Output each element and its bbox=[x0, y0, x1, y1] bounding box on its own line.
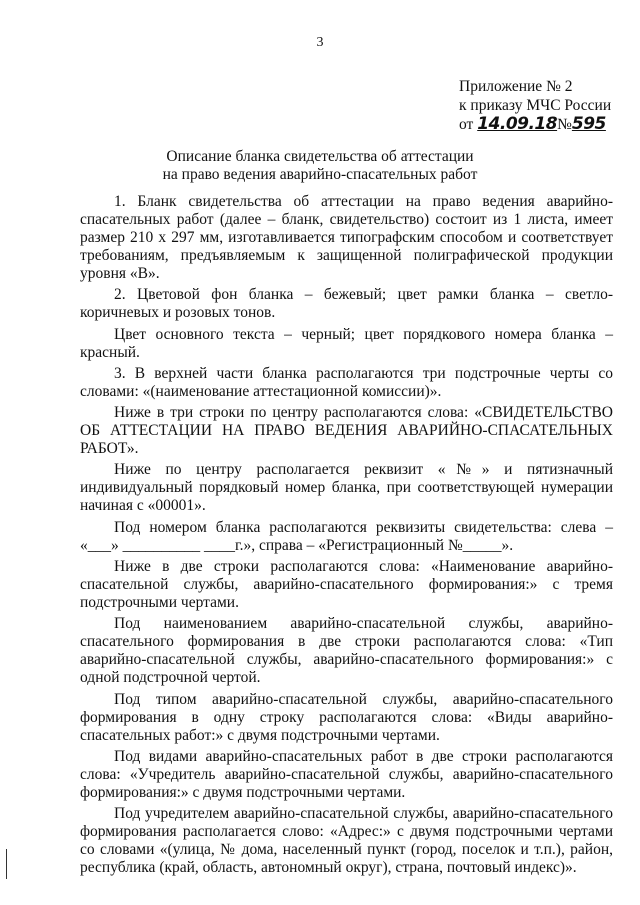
paragraph: 2. Цветовой фон бланка – бежевый; цвет рамки бланка – светло-коричневых и розовых тонов. bbox=[80, 286, 613, 322]
handwritten-date: 14.09.18 bbox=[477, 114, 558, 134]
appendix-title: Приложение № 2 bbox=[459, 78, 573, 95]
paragraph: Под видами аварийно-спасательных работ в две строки располагаются слова: «Учредитель аварийно-спасательной службы, аварийно-спасательного формирования:» с двумя подстрочными чертами. bbox=[80, 747, 613, 801]
appendix-date-line bbox=[459, 115, 629, 134]
paragraph: Ниже в три строки по центру располагаются слова: «СВИДЕТЕЛЬСТВО ОБ АТТЕСТАЦИИ НА ПРАВО ВЕДЕНИЯ АВАРИЙНО-СПАСАТЕЛЬНЫХ РАБОТ». bbox=[80, 404, 613, 458]
paragraph: Под типом аварийно-спасательной службы, аварийно-спасательного формирования в одну строку располагаются слова: «Виды аварийно-спасательных работ:» с двумя подстрочными чертами. bbox=[80, 690, 613, 744]
scan-margin-mark bbox=[6, 849, 7, 879]
paragraph: Под номером бланка располагаются реквизиты свидетельства: слева – «___» __________ ____г.», справа – «Регистрационный №_____». bbox=[80, 518, 613, 554]
paragraph: Под наименованием аварийно-спасательной службы, аварийно-спасательного формирования в две строки располагаются слова: «Тип аварийно-спасательной службы, аварийно-спасательного формирования:» с одной подстрочной чертой. bbox=[80, 615, 613, 687]
from-prefix: от bbox=[459, 116, 474, 133]
paragraph: Ниже по центру располагается реквизит «№» и пятизначный индивидуальный порядковый номер бланка, при соответствующей нумерации начиная с «00001». bbox=[80, 461, 613, 515]
paragraph: 1. Бланк свидетельства об аттестации на право ведения аварийно-спасательных работ (далее – бланк, свидетельство) состоит из 1 листа, имеет размер 210 х 297 мм, изготавливается типографским способом и соответствует требованиям, предъявляемым к защищенной полиграфической продукции уровня «В». bbox=[80, 193, 613, 282]
title-line-1: Описание бланка свидетельства об аттестации bbox=[166, 148, 474, 165]
document-title bbox=[0, 148, 640, 184]
paragraph: Ниже в две строки располагаются слова: «Наименование аварийно-спасательной службы, аварийно-спасательного формирования:» с тремя подстрочными чертами. bbox=[80, 558, 613, 612]
paragraph: Под учредителем аварийно-спасательной службы, аварийно-спасательного формирования располагается слово: «Адрес:» с двумя подстрочными чертами со словами «(улица, № дома, населенный пункт (город, поселок и т.п.), район, республика (край, область, автономный округ), страна, почтовый индекс)». bbox=[80, 805, 613, 877]
title-line-2: на право ведения аварийно-спасательных работ bbox=[162, 166, 478, 183]
page-number: 3 bbox=[316, 35, 324, 50]
number-prefix: № bbox=[557, 116, 572, 133]
appendix-block bbox=[459, 77, 629, 134]
appendix-order-ref: к приказу МЧС России bbox=[459, 97, 612, 114]
handwritten-number: 595 bbox=[571, 114, 606, 134]
paragraph: 3. В верхней части бланка располагаются три подстрочные черты со словами: «(наименование аттестационной комиссии)». bbox=[80, 364, 613, 400]
document-body bbox=[80, 193, 613, 881]
paragraph: Цвет основного текста – черный; цвет порядкового номера бланка – красный. bbox=[80, 325, 613, 361]
